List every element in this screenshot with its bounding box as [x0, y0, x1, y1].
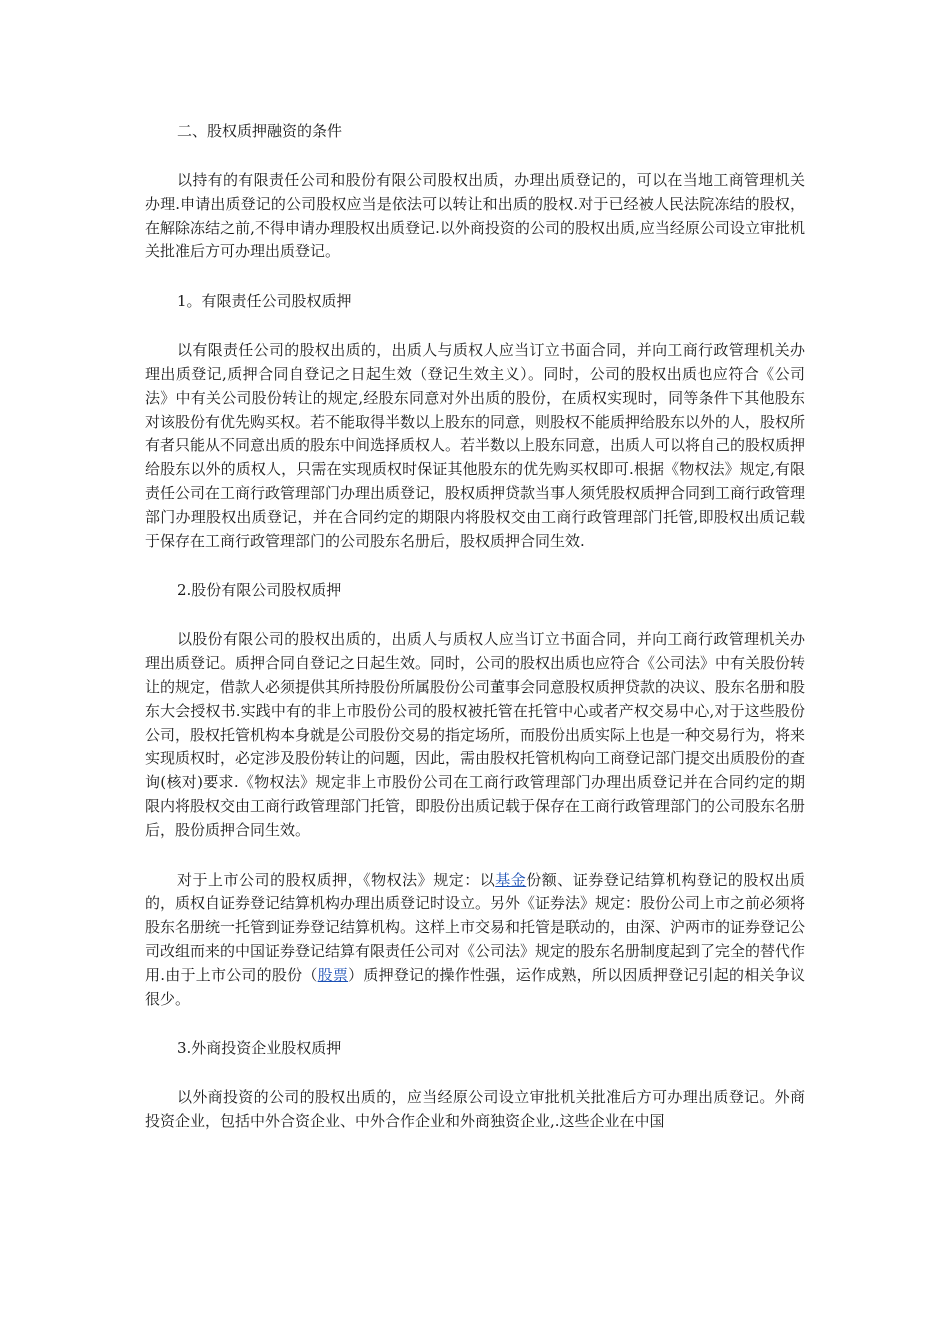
paragraph-intro: 以持有的有限责任公司和股份有限公司股权出质，办理出质登记的，可以在当地工商管理机关办理.申请出质登记的公司股权应当是依法可以转让和出质的股权.对于已经被人民法院冻结的股权，在解除冻结之前,不得申请办理股权出质登记.以外商投资的公司的股权出质,应当经原公司设立审批机关批准后方可办理出质登记。 [145, 171, 805, 261]
stock-link[interactable]: 股票 [317, 965, 349, 984]
paragraph-listed-company-pledge [145, 869, 805, 1012]
text-segment: 对于上市公司的股权质押，《物权法》规定：以 [177, 870, 496, 889]
section-heading: 二、股权质押融资的条件 [177, 122, 343, 140]
text-segment: 份额、证券登记结算机构登记的股权出质的，质权自证券登记结算机构办理出质登记时设立。另外《证券法》规定：股份公司上市之前必须将股东名册统一托管到证券登记结算机构。这样上市交易和托管是联动的，由深、沪两市的证券登记公司改组而来的中国证券登记结算有限责任公司对《公司法》规定的股东名册制度起到了完全的替代作用.由于上市公司的股份（ [145, 870, 806, 984]
paragraph-foreign-invested-pledge: 以外商投资的公司的股权出质的，应当经原公司设立审批机关批准后方可办理出质登记。外商投资企业，包括中外合资企业、中外合作企业和外商独资企业,.这些企业在中国 [145, 1088, 805, 1131]
text-segment: ）质押登记的操作性强，运作成熟，所以因质押登记引起的相关争议很少。 [145, 965, 805, 1008]
subheading-foreign-invested-pledge: 3.外商投资企业股权质押 [177, 1039, 342, 1058]
paragraph-llc-pledge: 以有限责任公司的股权出质的，出质人与质权人应当订立书面合同，并向工商行政管理机关办理出质登记,质押合同自登记之日起生效（登记生效主义）。同时，公司的股权出质也应符合《公司法》中有关公司股份转让的规定,经股东同意对外出质的股份，在质权实现时，同等条件下其他股东对该股份有优先购买权。若不能取得半数以上股东的同意，则股权不能质押给股东以外的人，股权所有者只能从不同意出质的股东中间选择质权人。若半数以上股东同意，出质人可以将自己的股权质押给股东以外的质权人，只需在实现质权时保证其他股东的优先购买权即可.根据《物权法》规定,有限责任公司在工商行政管理部门办理出质登记，股权质押贷款当事人须凭股权质押合同到工商行政管理部门办理股权出质登记，并在合同约定的期限内将股权交由工商行政管理部门托管,即股权出质记载于保存在工商行政管理部门的公司股东名册后，股权质押合同生效. [145, 341, 806, 550]
subheading-joint-stock-pledge: 2.股份有限公司股权质押 [177, 581, 342, 600]
paragraph-joint-stock-pledge: 以股份有限公司的股权出质的，出质人与质权人应当订立书面合同，并向工商行政管理机关办理出质登记。质押合同自登记之日起生效。同时，公司的股权出质也应符合《公司法》中有关股份转让的规定，借款人必须提供其所持股份所属股份公司董事会同意股权质押贷款的决议、股东名册和股东大会授权书.实践中有的非上市股份公司的股权被托管在托管中心或者产权交易中心,对于这些股份公司，股权托管机构本身就是公司股份交易的指定场所，而股份出质实际上也是一种交易行为，将来实现质权时，必定涉及股份转让的问题，因此，需由股权托管机构向工商登记部门提交出质股份的查询(核对)要求.《物权法》规定非上市股份公司在工商行政管理部门办理出质登记并在合同约定的期限内将股权交由工商行政管理部门托管，即股份出质记载于保存在工商行政管理部门的公司股东名册后，股份质押合同生效。 [145, 630, 806, 839]
subheading-llc-pledge: 1。有限责任公司股权质押 [177, 292, 352, 311]
document-body [145, 120, 805, 1134]
fund-link[interactable]: 基金 [495, 870, 527, 889]
